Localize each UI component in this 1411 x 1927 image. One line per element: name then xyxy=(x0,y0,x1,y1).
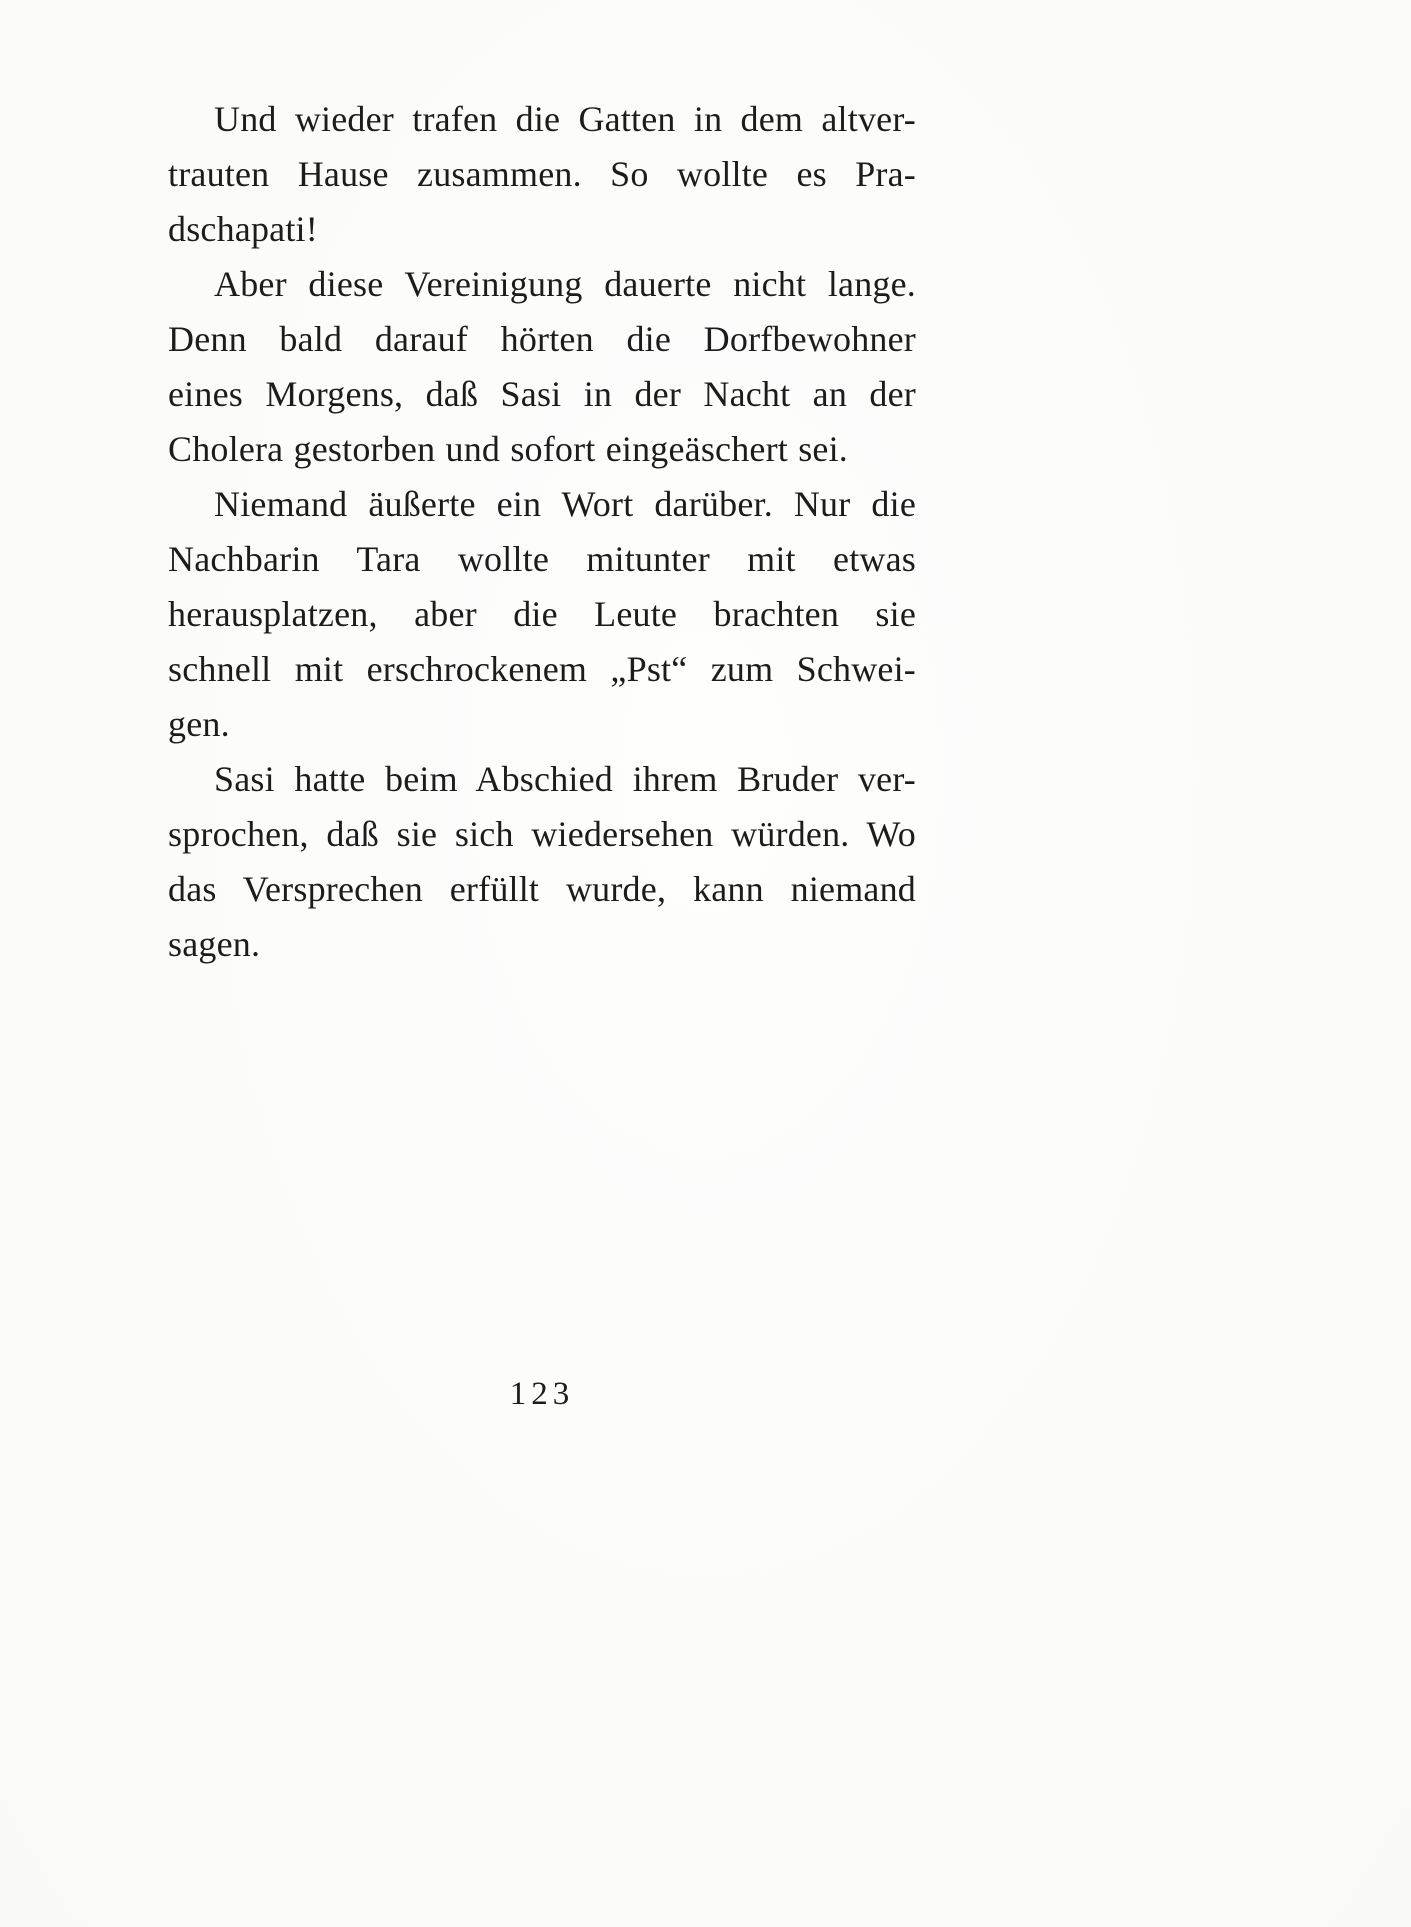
text-line: das Versprechen erfüllt wurde, kann niemand xyxy=(168,869,916,909)
text-line: sprochen, daß sie sich wiedersehen würden. Wo xyxy=(168,814,916,854)
text-line: Niemand äußerte ein Wort darüber. Nur die xyxy=(214,484,916,524)
text-line: Nachbarin Tara wollte mitunter mit etwas xyxy=(168,539,916,579)
paragraph xyxy=(168,257,916,477)
text-line: eines Morgens, daß Sasi in der Nacht an der xyxy=(168,374,916,414)
text-line: Sasi hatte beim Abschied ihrem Bruder ver- xyxy=(214,759,916,799)
text-line: Denn bald darauf hörten die Dorfbewohner xyxy=(168,319,916,359)
page-number: 123 xyxy=(509,1376,575,1412)
text-line: sagen. xyxy=(168,924,261,964)
text-line: gen. xyxy=(168,704,230,744)
text-line: dschapati! xyxy=(168,209,318,249)
text-line: Und wieder trafen die Gatten in dem altver- xyxy=(214,99,916,139)
text-line: herausplatzen, aber die Leute brachten sie xyxy=(168,594,916,634)
paragraph xyxy=(168,92,916,257)
paragraph xyxy=(168,752,916,972)
text-line: Aber diese Vereinigung dauerte nicht lange. xyxy=(214,264,916,304)
text-line: trauten Hause zusammen. So wollte es Pra- xyxy=(168,154,916,194)
text-line: schnell mit erschrockenem „Pst“ zum Schwei- xyxy=(168,649,916,689)
text-line: Cholera gestorben und sofort eingeäschert sei. xyxy=(168,429,848,469)
paragraph xyxy=(168,477,916,752)
text-block xyxy=(168,92,916,972)
